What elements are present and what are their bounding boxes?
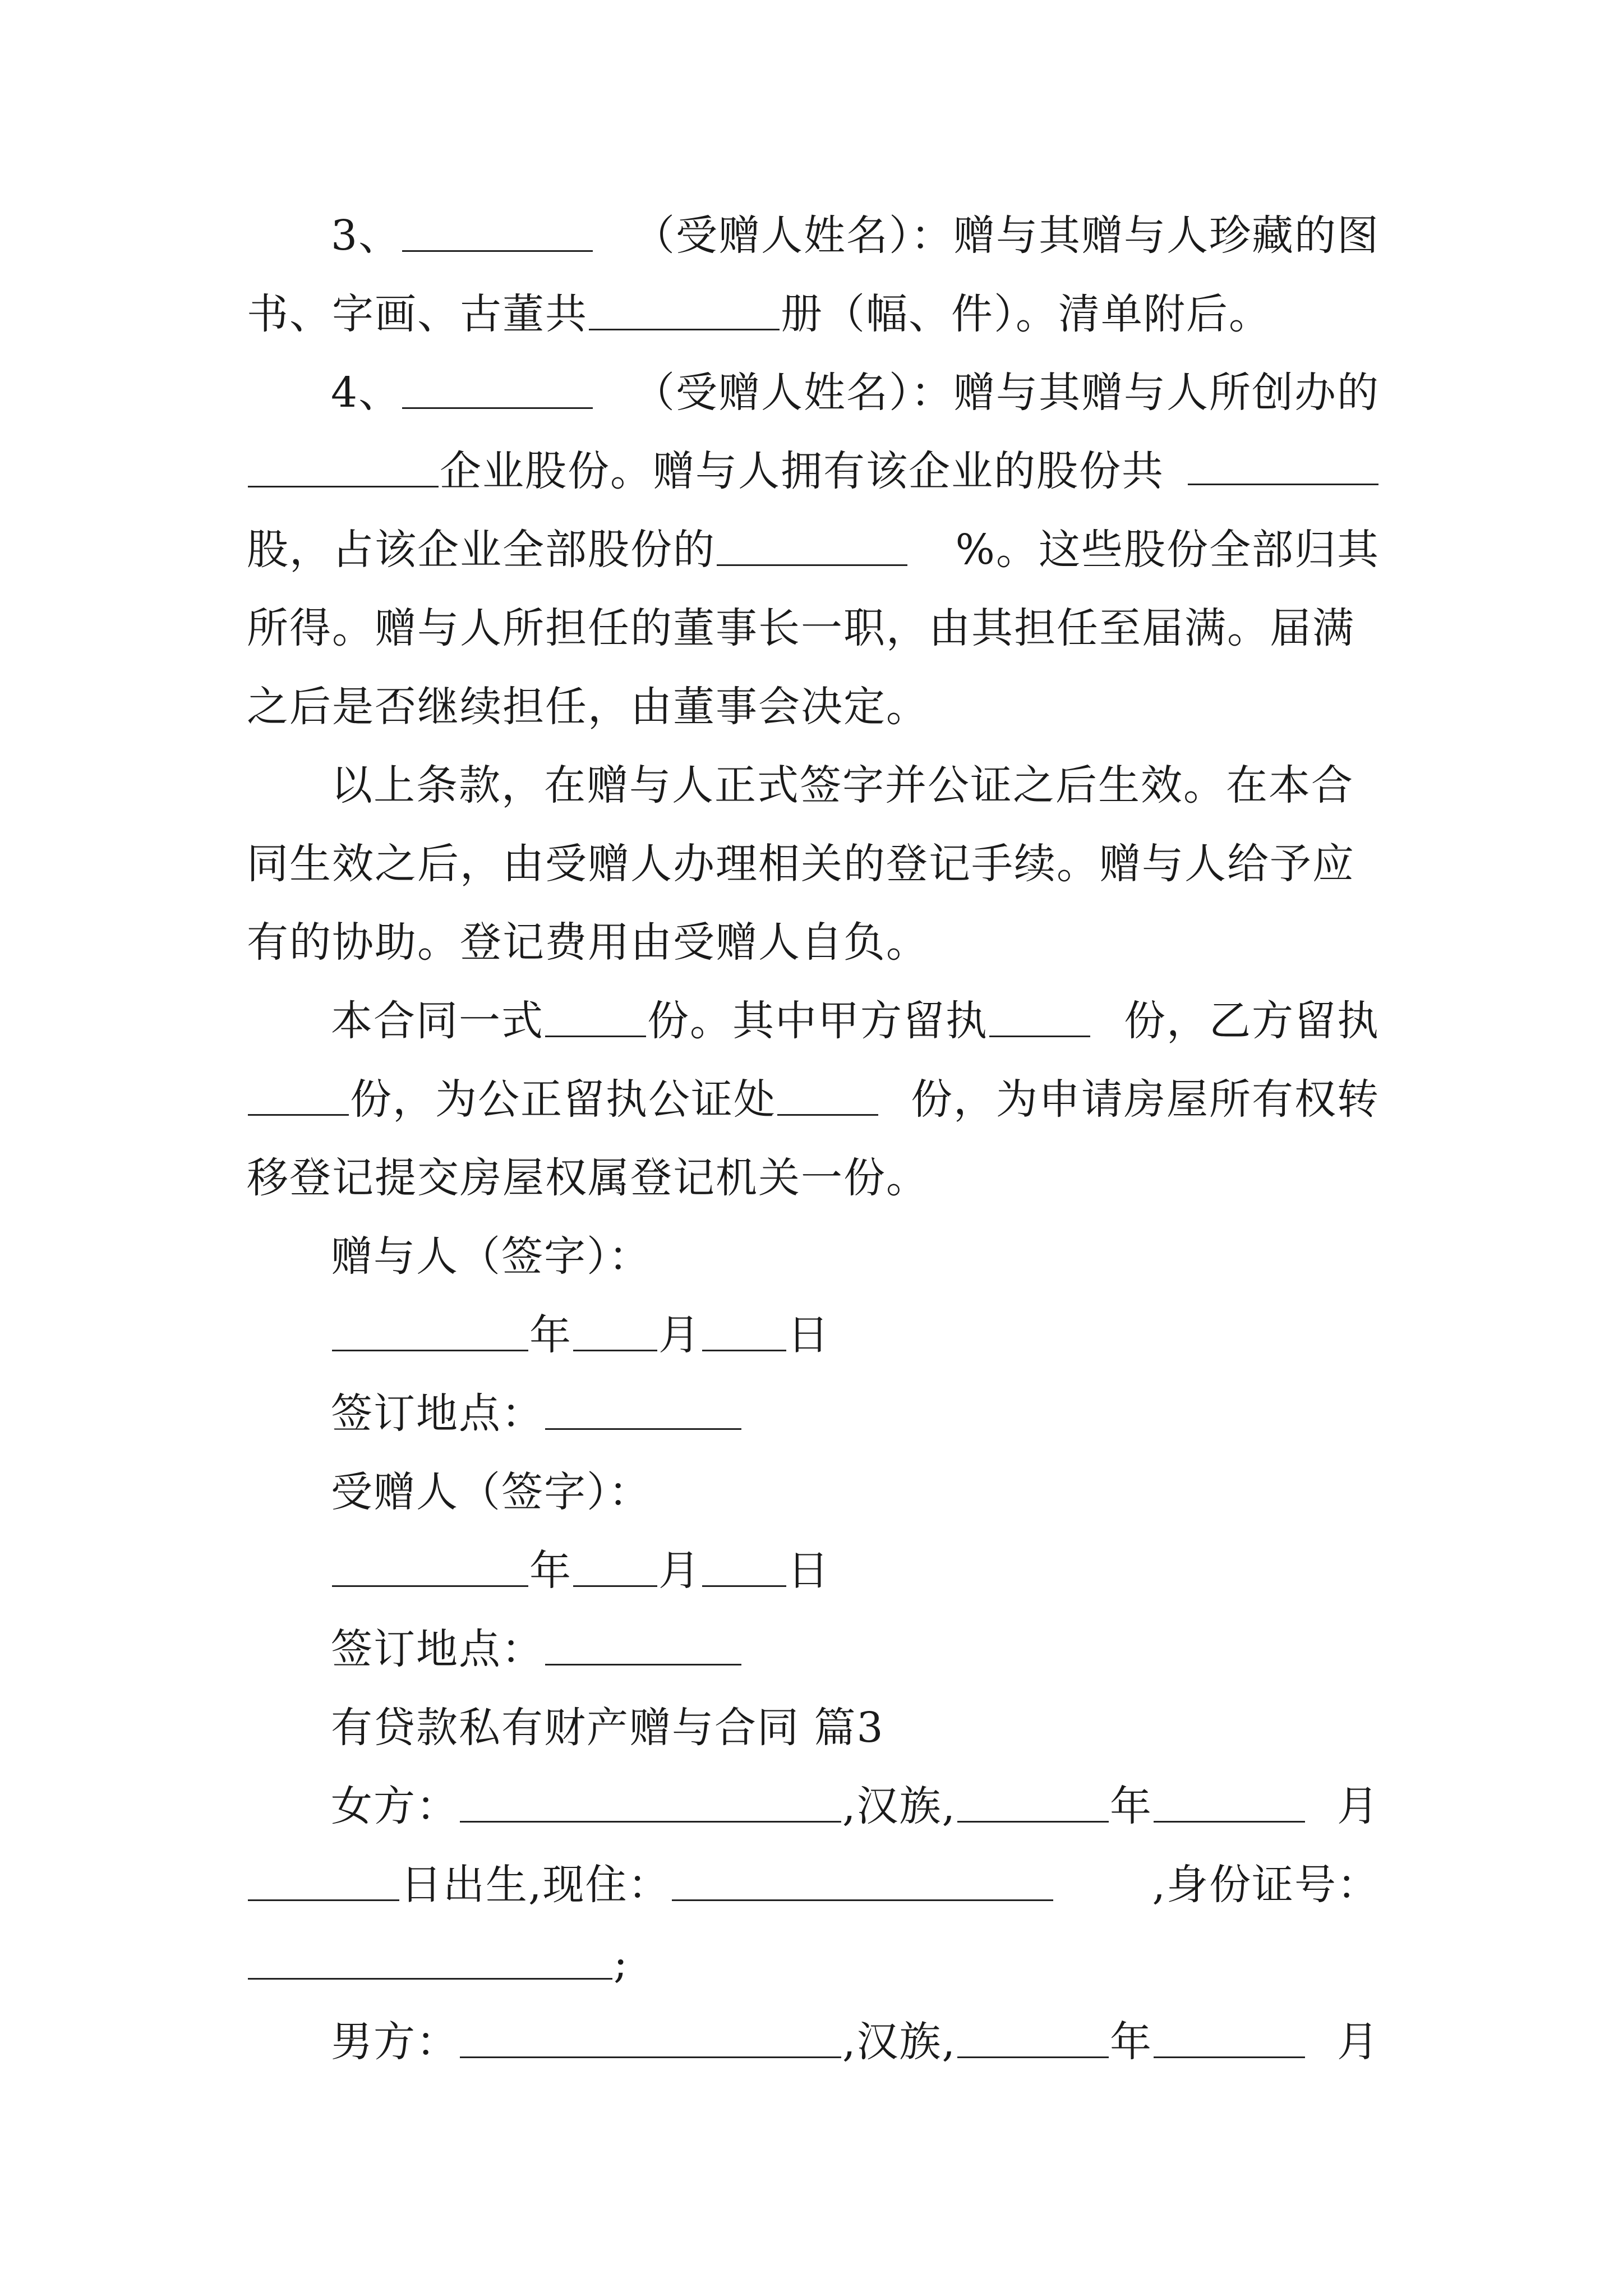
text: 册（幅、件）。清单附后。 [781, 290, 1271, 338]
effect-line-2 [247, 833, 1380, 895]
text: （受赠人姓名）：赠与其赠与人所创办的 [633, 369, 1380, 417]
text: 份，乙方留执 [1124, 997, 1380, 1045]
text: 日出生,现住： [400, 1861, 671, 1909]
text: 4、 [331, 369, 402, 417]
text: ,汉族, [842, 2018, 957, 2066]
donor-signature-label [247, 1226, 1380, 1287]
text: ,汉族, [842, 1782, 957, 1830]
clause-4-line-2 [247, 440, 1380, 502]
text: 企业股份。赠与人拥有该企业的股份共 [440, 447, 1164, 495]
text: 3、 [331, 211, 402, 260]
blank-field[interactable] [989, 998, 1090, 1037]
year-blank[interactable] [332, 1312, 528, 1351]
year-blank[interactable] [957, 1783, 1109, 1823]
month-blank[interactable] [573, 1548, 657, 1587]
text: 以上条款，在赠与人正式签字并公证之后生效。在本合 [331, 761, 1354, 809]
female-party-line-3 [247, 1932, 1380, 1994]
section-heading [247, 1697, 1380, 1759]
donee-sign-place [247, 1618, 1380, 1680]
year-blank[interactable] [957, 2019, 1109, 2058]
text: ; [614, 1939, 629, 1987]
female-party-line-2 [247, 1854, 1380, 1916]
text: 份，为申请房屋所有权转 [911, 1075, 1380, 1124]
blank-field[interactable] [248, 448, 439, 487]
text: 有贷款私有财产赠与合同 篇3 [331, 1704, 884, 1752]
clause-4-line-5 [247, 676, 1380, 738]
text: 女方： [331, 1782, 459, 1830]
female-party-line-1 [247, 1775, 1380, 1837]
address-blank[interactable] [672, 1862, 1053, 1901]
clause-4-line-1 [247, 362, 1380, 424]
place-blank[interactable] [545, 1391, 741, 1430]
blank-field[interactable] [589, 291, 780, 330]
text: 月 [658, 1547, 701, 1595]
text: 所得。赠与人所担任的董事长一职，由其担任至届满。届满 [247, 604, 1355, 652]
text: ,身份证号： [1152, 1861, 1380, 1909]
text: 赠与人（签字）： [331, 1232, 651, 1281]
year-blank[interactable] [332, 1548, 528, 1587]
text: 签订地点： [331, 1389, 544, 1438]
blank-field[interactable] [248, 1076, 349, 1116]
text: 有的协助。登记费用由受赠人自负。 [247, 918, 929, 967]
text: %。这些股份全部归其 [955, 526, 1380, 574]
text: 本合同一式 [331, 997, 544, 1045]
text: 年 [1110, 2018, 1153, 2066]
blank-field[interactable] [402, 370, 593, 409]
id-number-blank[interactable] [248, 1940, 612, 1980]
text: 签订地点： [331, 1625, 544, 1673]
blank-field[interactable] [777, 1076, 878, 1116]
month-blank[interactable] [1154, 2019, 1305, 2058]
blank-field[interactable] [402, 213, 593, 252]
text: 月 [1337, 1782, 1380, 1830]
donor-date-line [247, 1304, 1380, 1366]
donor-sign-place [247, 1383, 1380, 1444]
name-blank[interactable] [460, 2019, 841, 2058]
text: 书、字画、古董共 [247, 290, 588, 338]
text: 份，为公正留执公证处 [350, 1075, 776, 1124]
effect-line-1 [247, 754, 1380, 816]
text: 受赠人（签字）： [331, 1468, 651, 1516]
copies-line-1 [247, 990, 1380, 1052]
text: 日 [787, 1311, 830, 1359]
blank-field[interactable] [1188, 446, 1378, 485]
place-blank[interactable] [545, 1626, 741, 1665]
day-blank[interactable] [248, 1862, 399, 1901]
name-blank[interactable] [460, 1783, 841, 1823]
text: 同生效之后，由受赠人办理相关的登记手续。赠与人给予应 [247, 840, 1355, 888]
text: （受赠人姓名）：赠与其赠与人珍藏的图 [633, 211, 1380, 260]
month-blank[interactable] [573, 1312, 657, 1351]
day-blank[interactable] [702, 1312, 786, 1351]
clause-3-line-2 [247, 283, 1380, 345]
clause-4-line-4 [247, 597, 1380, 659]
clause-4-line-3 [247, 519, 1380, 581]
blank-field[interactable] [717, 527, 907, 566]
text: 移登记提交房屋权属登记机关一份。 [247, 1154, 929, 1202]
donee-date-line [247, 1540, 1380, 1602]
effect-line-3 [247, 912, 1380, 973]
copies-line-2 [247, 1069, 1380, 1130]
month-blank[interactable] [1154, 1783, 1305, 1823]
text: 日 [787, 1547, 830, 1595]
donee-signature-label [247, 1461, 1380, 1523]
text: 份。其中甲方留执 [647, 997, 988, 1045]
text: 男方： [331, 2018, 459, 2066]
text: 年 [529, 1547, 572, 1595]
male-party-line-1 [247, 2011, 1380, 2073]
text: 月 [1337, 2018, 1380, 2066]
copies-line-3 [247, 1147, 1380, 1209]
text: 月 [658, 1311, 701, 1359]
text: 股，占该企业全部股份的 [247, 526, 716, 574]
clause-3-line-1 [247, 205, 1380, 266]
day-blank[interactable] [702, 1548, 786, 1587]
text: 年 [529, 1311, 572, 1359]
text: 年 [1110, 1782, 1153, 1830]
blank-field[interactable] [545, 998, 646, 1037]
text: 之后是否继续担任，由董事会决定。 [247, 683, 929, 731]
